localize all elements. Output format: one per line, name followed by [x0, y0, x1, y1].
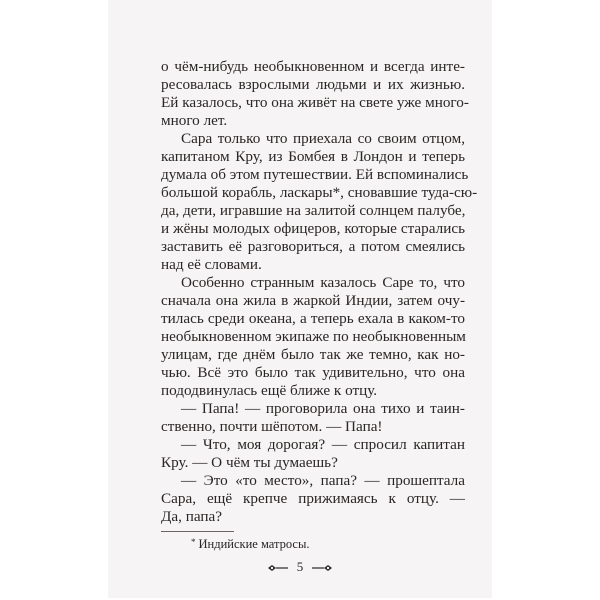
text-line: думала об этом путешествии. Ей вспоминались	[161, 166, 469, 183]
text-line: тилась среди океана, а теперь ехала в каком-то	[161, 310, 465, 327]
footnote-text: Индийские матросы.	[198, 537, 310, 551]
text-line: Да, папа?	[161, 508, 222, 525]
text-line: ресовалась взрослыми людьми и их жизнью.	[161, 76, 465, 93]
page-number-block	[108, 559, 492, 576]
text-line: — Это «то место», папа? — прошептала	[181, 472, 465, 489]
text-line: капитаном Кру, из Бомбея в Лондон и теперь	[161, 148, 465, 165]
text-line: да, дети, игравшие на залитой солнцем палубе,	[161, 202, 466, 219]
text-line: Сара, ещё крепче прижимаясь к отцу. —	[161, 490, 465, 507]
text-line: — Папа! — проговорила она тихо и таин-	[181, 400, 465, 417]
text-line: заставить её разговориться, а потом смеялись	[161, 238, 465, 255]
text-line: чью. Всё это было так удивительно, что она	[161, 364, 465, 381]
text-line: сначала она жила в жаркой Индии, затем очу-	[161, 292, 465, 309]
text-line: и жёны молодых офицеров, которые старались	[161, 220, 465, 237]
page-number: 5	[296, 559, 304, 574]
text-line: над её словами.	[161, 256, 262, 273]
text-line: улицам, где днём было так же темно, как но-	[161, 346, 465, 363]
footnote-mark: *	[191, 537, 196, 547]
text-line: Особенно странным казалось Саре то, что	[181, 274, 465, 291]
text-line: большой корабль, ласкары*, сновавшие туда-сю-	[161, 184, 478, 201]
book-page	[108, 0, 492, 598]
text-line: ственно, почти шёпотом. — Папа!	[161, 418, 383, 435]
ornament-right-icon	[311, 560, 333, 576]
text-line: — Что, моя дорогая? — спросил капитан	[181, 436, 465, 453]
footnote-rule	[161, 531, 234, 532]
text-line: много лет.	[161, 112, 228, 129]
text-line: Кру. — О чём ты думаешь?	[161, 454, 338, 471]
text-line: Ей казалось, что она живёт на свете уже много-	[161, 94, 469, 111]
text-line: о чём-нибудь необыкновенном и всегда инте-	[161, 58, 465, 75]
text-line: Сара только что приехала со своим отцом,	[181, 130, 465, 147]
footnote	[191, 537, 310, 552]
ornament-left-icon	[267, 560, 289, 576]
text-line: пододвинулась ещё ближе к отцу.	[161, 382, 378, 399]
text-line: необыкновенном экипаже по необыкновенным	[161, 328, 466, 345]
body-text	[161, 58, 478, 526]
